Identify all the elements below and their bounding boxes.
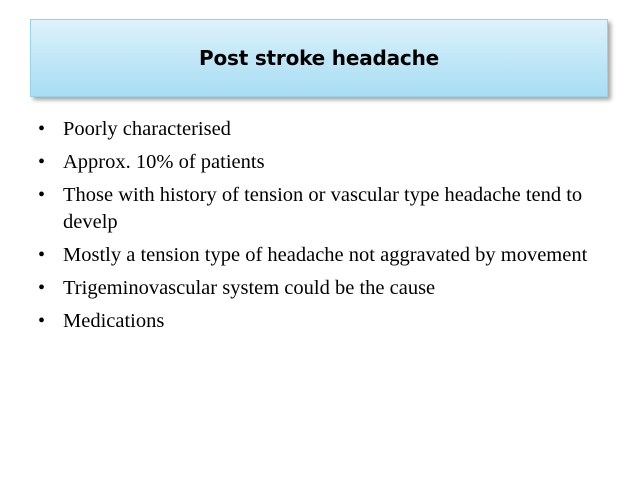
bullet-item — [38, 308, 608, 335]
bullet-text: Mostly a tension type of headache not aggravated by movement — [63, 244, 588, 266]
bullet-item — [38, 149, 608, 176]
title-banner — [30, 19, 608, 97]
slide-title: Post stroke headache — [199, 46, 439, 70]
bullet-icon: • — [38, 277, 46, 299]
bullet-list — [38, 116, 608, 341]
bullet-item — [38, 116, 608, 143]
bullet-item — [38, 242, 608, 269]
bullet-text: Medications — [63, 310, 165, 332]
bullet-text: Approx. 10% of patients — [63, 151, 265, 173]
bullet-text: Trigeminovascular system could be the cause — [63, 277, 436, 299]
bullet-text: Poorly characterised — [63, 118, 231, 140]
bullet-item — [38, 182, 608, 236]
bullet-icon: • — [38, 184, 46, 206]
bullet-icon: • — [38, 244, 46, 266]
bullet-icon: • — [38, 151, 46, 173]
bullet-icon: • — [38, 118, 46, 140]
bullet-text: Those with history of tension or vascular type headache tend to develp — [63, 184, 583, 233]
bullet-item — [38, 275, 608, 302]
bullet-icon: • — [38, 310, 46, 332]
